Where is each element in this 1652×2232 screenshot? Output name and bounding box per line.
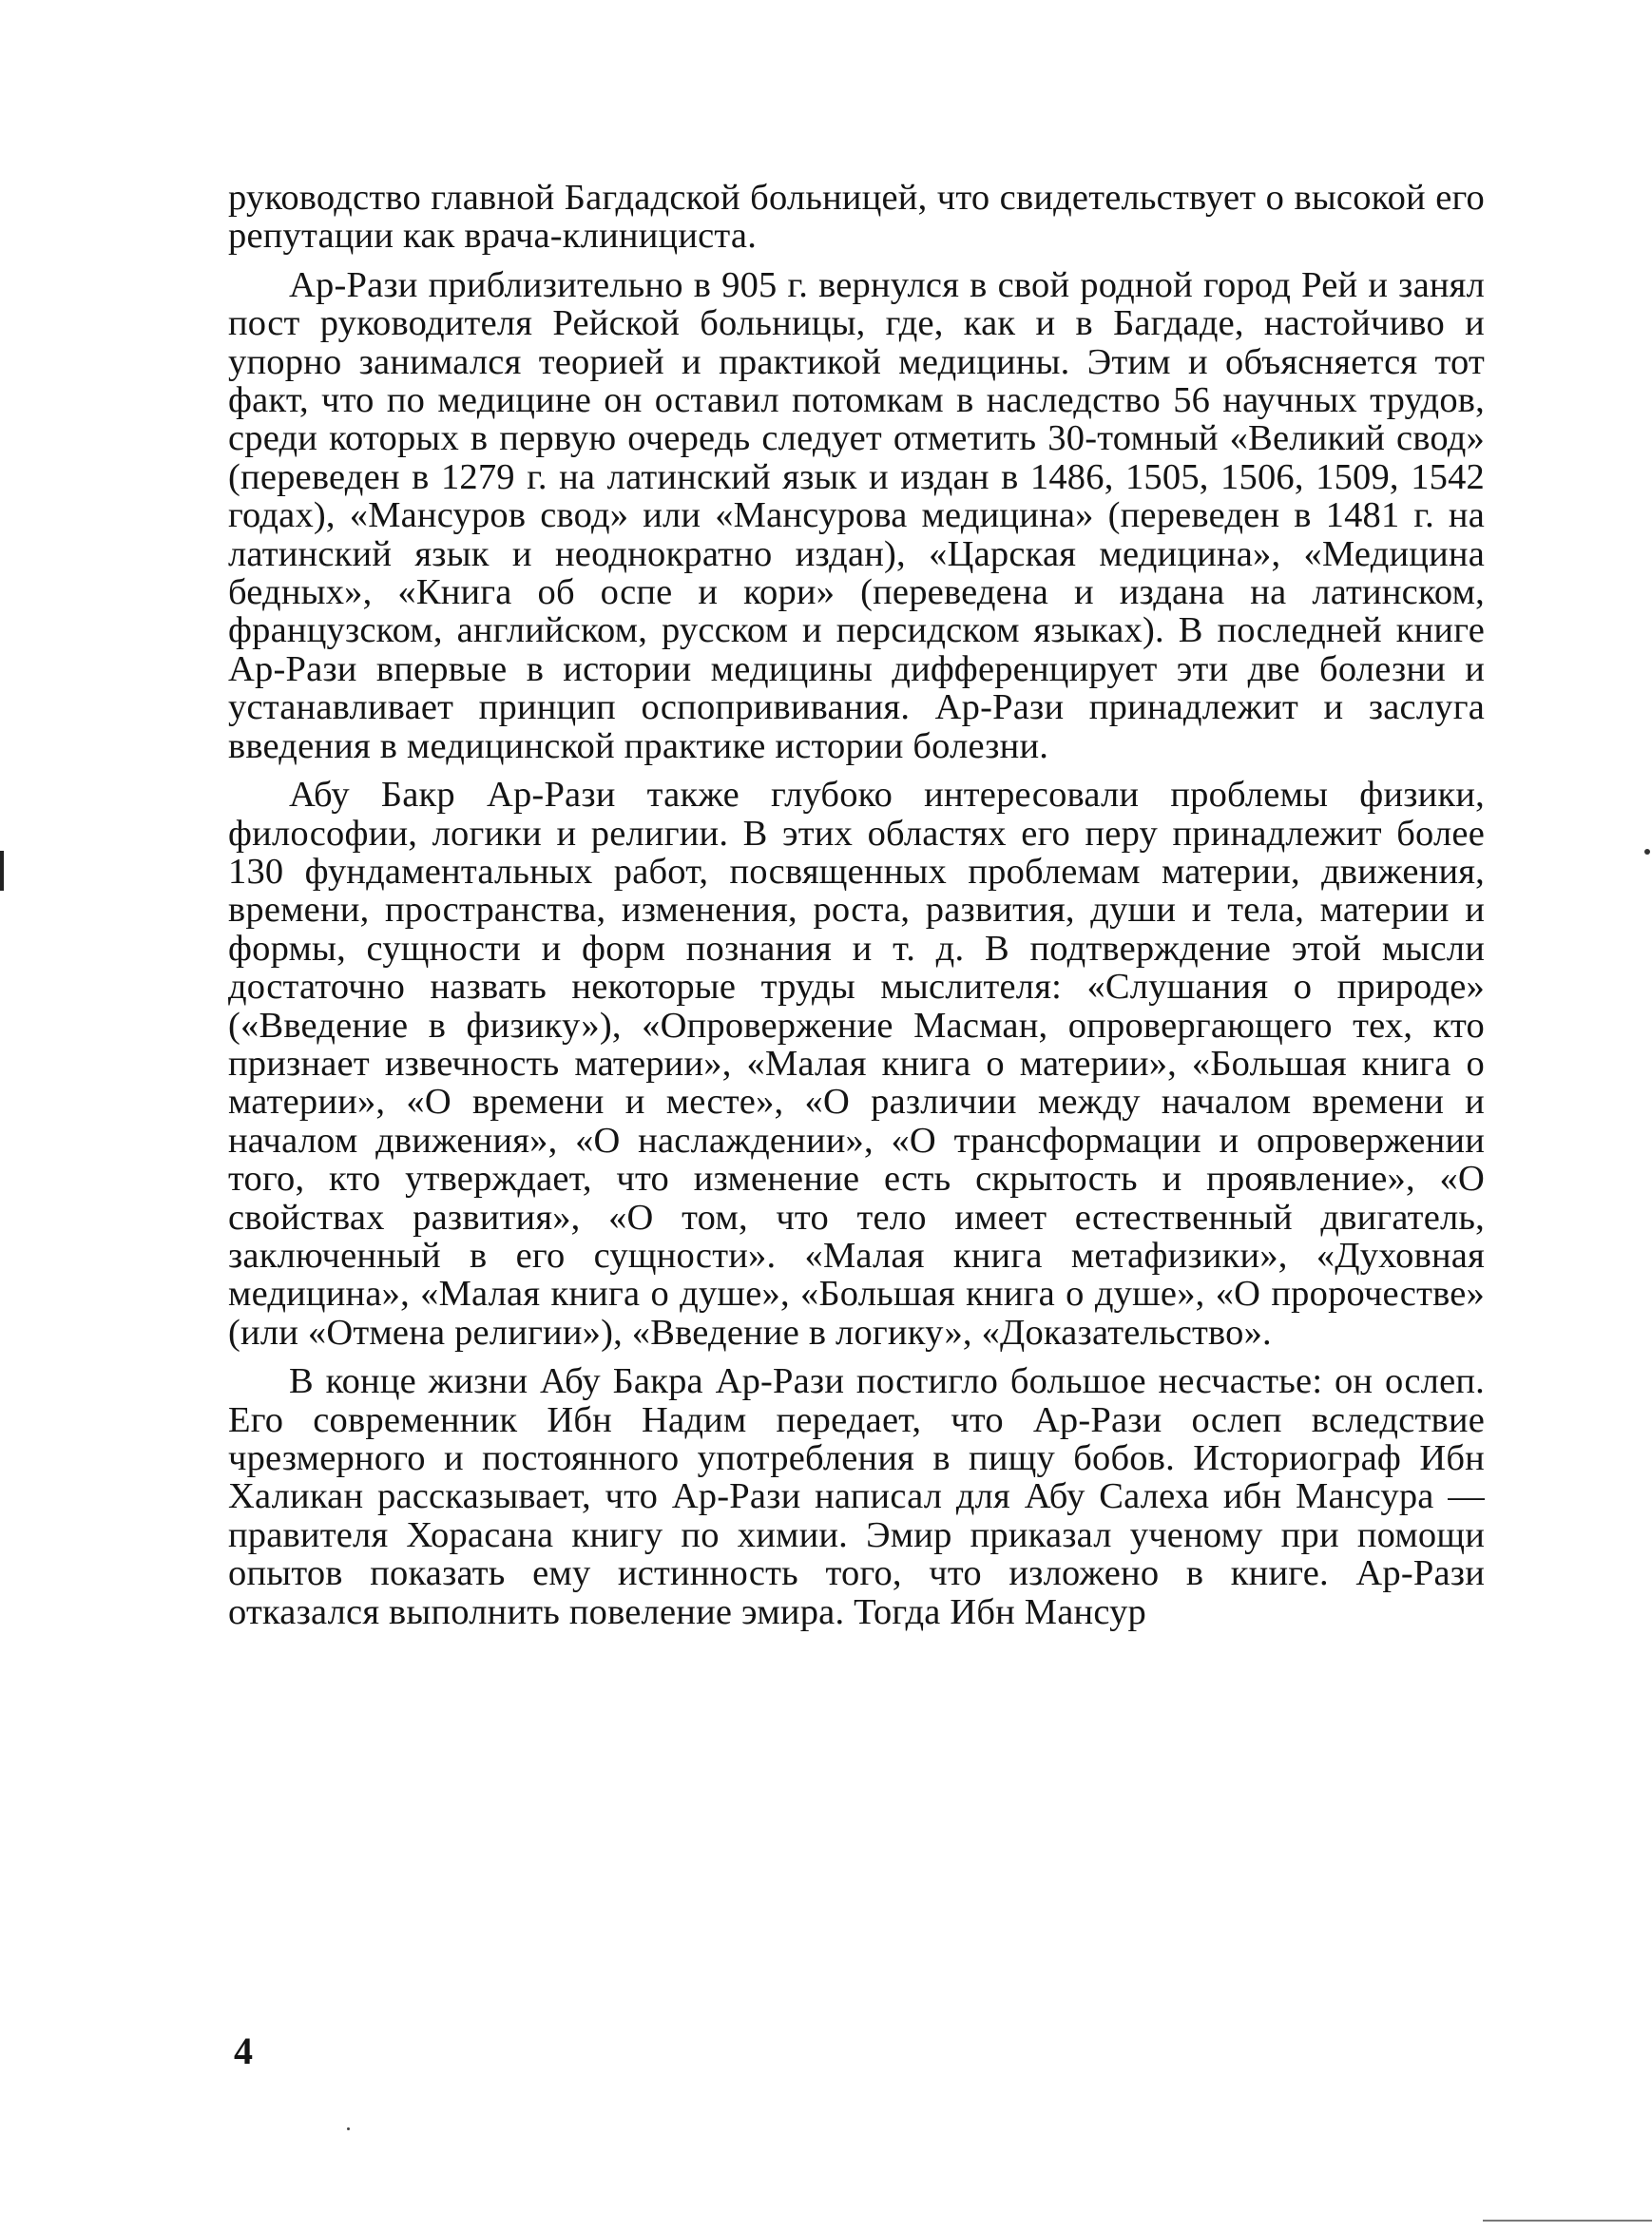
paragraph-continuation: руководство главной Багдадской больницей, что свидетельствует о высокой его репутации как врача-клинициста.: [228, 178, 1485, 257]
scan-speck-right: [1644, 849, 1650, 855]
paragraph-razi-blindness: В конце жизни Абу Бакра Ар-Рази постигло большое несчастье: он ослеп. Его современник Ибн Надим передает, что Ар-Рази ослеп вследствие чрезмерного и постоянного употребления в пищу бобов. Историограф Ибн Халикан рассказывает, что Ар-Рази написал для Абу Салеха ибн Мансура — правителя Хорасана книгу по химии. Эмир приказал ученому при помощи опытов показать ему истинность того, что изложено в книге. Ар-Рази отказался выполнить повеление эмира. Тогда Ибн Мансур: [228, 1361, 1485, 1632]
scan-edge-mark: [0, 851, 4, 891]
scan-speck-bottom: [347, 2127, 350, 2130]
paragraph-razi-philosophy-works: Абу Бакр Ар-Рази также глубоко интересовали проблемы физики, философии, логики и религии. В этих областях его перу принадлежит более 130 фундаментальных работ, посвященных проблемам материи, движения, времени, пространства, изменения, роста, развития, души и тела, материи и формы, сущности и форм познания и т. д. В подтверждение этой мысли достаточно назвать некоторые труды мыслителя: «Слушания о природе» («Введение в физику»), «Опровержение Масман, опровергающего тех, кто признает извечность материи», «Малая книга о материи», «Большая книга о материи», «О времени и месте», «О различии между началом времени и началом движения», «О наслаждении», «О трансформации и опровержении того, кто утверждает, что изменение есть скрытость и проявление», «О свойствах развития», «О том, что тело имеет естественный двигатель, заключенный в его сущности». «Малая книга метафизики», «Духовная медицина», «Малая книга о душе», «Большая книга о душе», «О пророчестве» (или «Отмена религии»), «Введение в логику», «Доказательство».: [228, 775, 1485, 1353]
scan-bottom-edge: [1483, 2220, 1652, 2222]
page-number: 4: [234, 2030, 253, 2072]
body-text: [228, 179, 1485, 1642]
paragraph-razi-rey-hospital: Ар-Рази приблизительно в 905 г. вернулся в свой родной город Рей и занял пост руководителя Рейской больницы, где, как и в Багдаде, настойчиво и упорно занимался теорией и практикой медицины. Этим и объясняется тот факт, что по медицине он оставил потомкам в наследство 56 научных трудов, среди которых в первую очередь следует отметить 30-томный «Великий свод» (переведен в 1279 г. на латинский язык и издан в 1486, 1505, 1506, 1509, 1542 годах), «Мансуров свод» или «Мансурова медицина» (переведен в 1481 г. на латинский язык и неоднократно издан), «Царская медицина», «Медицина бедных», «Книга об оспе и кори» (переведена и издана на латинском, французском, английском, русском и персидском языках). В последней книге Ар-Рази впервые в истории медицины дифференцирует эти две болезни и устанавливает принцип оспопрививания. Ар-Рази принадлежит и заслуга введения в медицинской практике истории болезни.: [228, 264, 1485, 766]
